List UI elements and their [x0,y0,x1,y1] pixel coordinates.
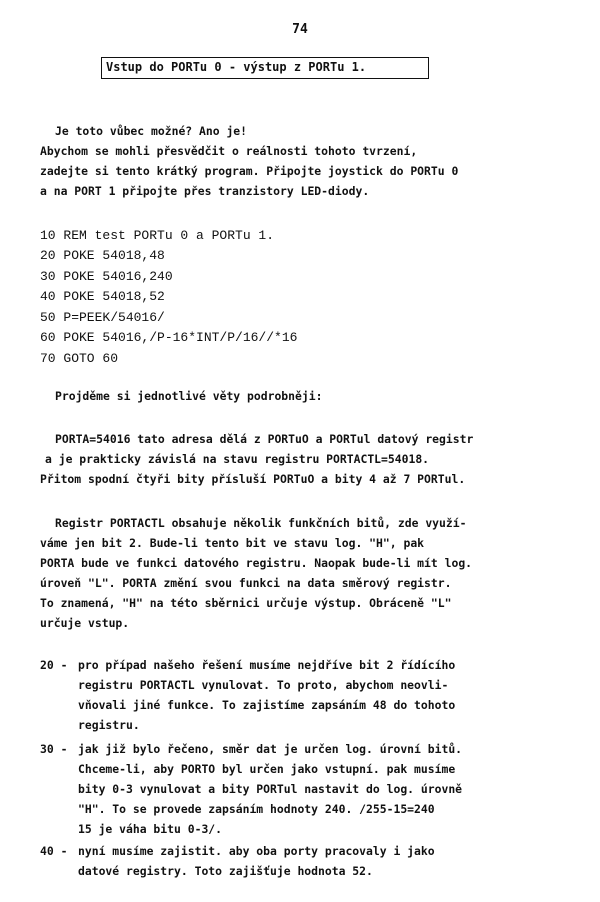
intro-line: Abychom se mohli přesvědčit o reálnosti tohoto tvrzení, [40,144,418,158]
program-line: 10 REM test PORTu 0 a PORTu 1. [40,228,275,243]
page-number: 74 [292,22,308,37]
para2-line: PORTA bude ve funkci datového registru. Naopak bude-li mít log. [40,556,473,570]
para1-line: Přitom spodní čtyři bity přísluší PORTuO a bity 4 až 7 PORTul. [40,472,466,486]
note-number: 30 - [40,742,68,756]
intro-line: a na PORT 1 připojte přes tranzistory LED-diody. [40,184,370,198]
note-number: 20 - [40,658,68,672]
note-line: 15 je váha bitu 0-3/. [78,822,223,836]
note-line: pro případ našeho řešení musíme nejdříve bit 2 řídícího [78,658,456,672]
note-line: nyní musíme zajistit. aby oba porty pracovaly i jako [78,844,435,858]
program-line: 20 POKE 54018,48 [40,248,165,263]
para2-line: To znamená, "H" na této sběrnici určuje výstup. Obráceně "L" [40,596,452,610]
para2-line: Registr PORTACTL obsahuje několik funkčních bitů, zde využí- [55,516,467,530]
para1-line: PORTA=54016 tato adresa dělá z PORTuO a PORTul datový registr [55,432,474,446]
para2-line: úroveň "L". PORTA změní svou funkci na data směrový registr. [40,576,452,590]
program-line: 40 POKE 54018,52 [40,289,165,304]
program-line: 30 POKE 54016,240 [40,269,173,284]
para1-line: a je prakticky závislá na stavu registru PORTACTL=54018. [45,452,430,466]
note-line: Chceme-li, aby PORTO byl určen jako vstupní. pak musíme [78,762,456,776]
program-line: 70 GOTO 60 [40,351,119,366]
note-line: registru. [78,718,140,732]
program-line: 60 POKE 54016,/P-16*INT/P/16//*16 [40,330,298,345]
note-line: vňovali jiné funkce. To zajistíme zapsáním 48 do tohoto [78,698,456,712]
intro-line: Je toto vůbec možné? Ano je! [55,124,248,138]
note-number: 40 - [40,844,68,858]
program-line: 50 P=PEEK/54016/ [40,310,165,325]
section-intro: Projděme si jednotlivé věty podrobněji: [55,389,323,403]
section-title-box: Vstup do PORTu 0 - výstup z PORTu 1. [101,57,429,79]
note-line: registru PORTACTL vynulovat. To proto, abychom neovli- [78,678,449,692]
note-line: jak již bylo řečeno, směr dat je určen log. úrovní bitů. [78,742,463,756]
para2-line: určuje vstup. [40,616,130,630]
note-line: "H". To se provede zapsáním hodnoty 240. /255-15=240 [78,802,435,816]
note-line: datové registry. Toto zajišťuje hodnota 52. [78,864,373,878]
intro-line: zadejte si tento krátký program. Připojte joystick do PORTu 0 [40,164,459,178]
note-line: bity 0-3 vynulovat a bity PORTul nastavit do log. úrovně [78,782,463,796]
para2-line: váme jen bit 2. Bude-li tento bit ve stavu log. "H", pak [40,536,425,550]
